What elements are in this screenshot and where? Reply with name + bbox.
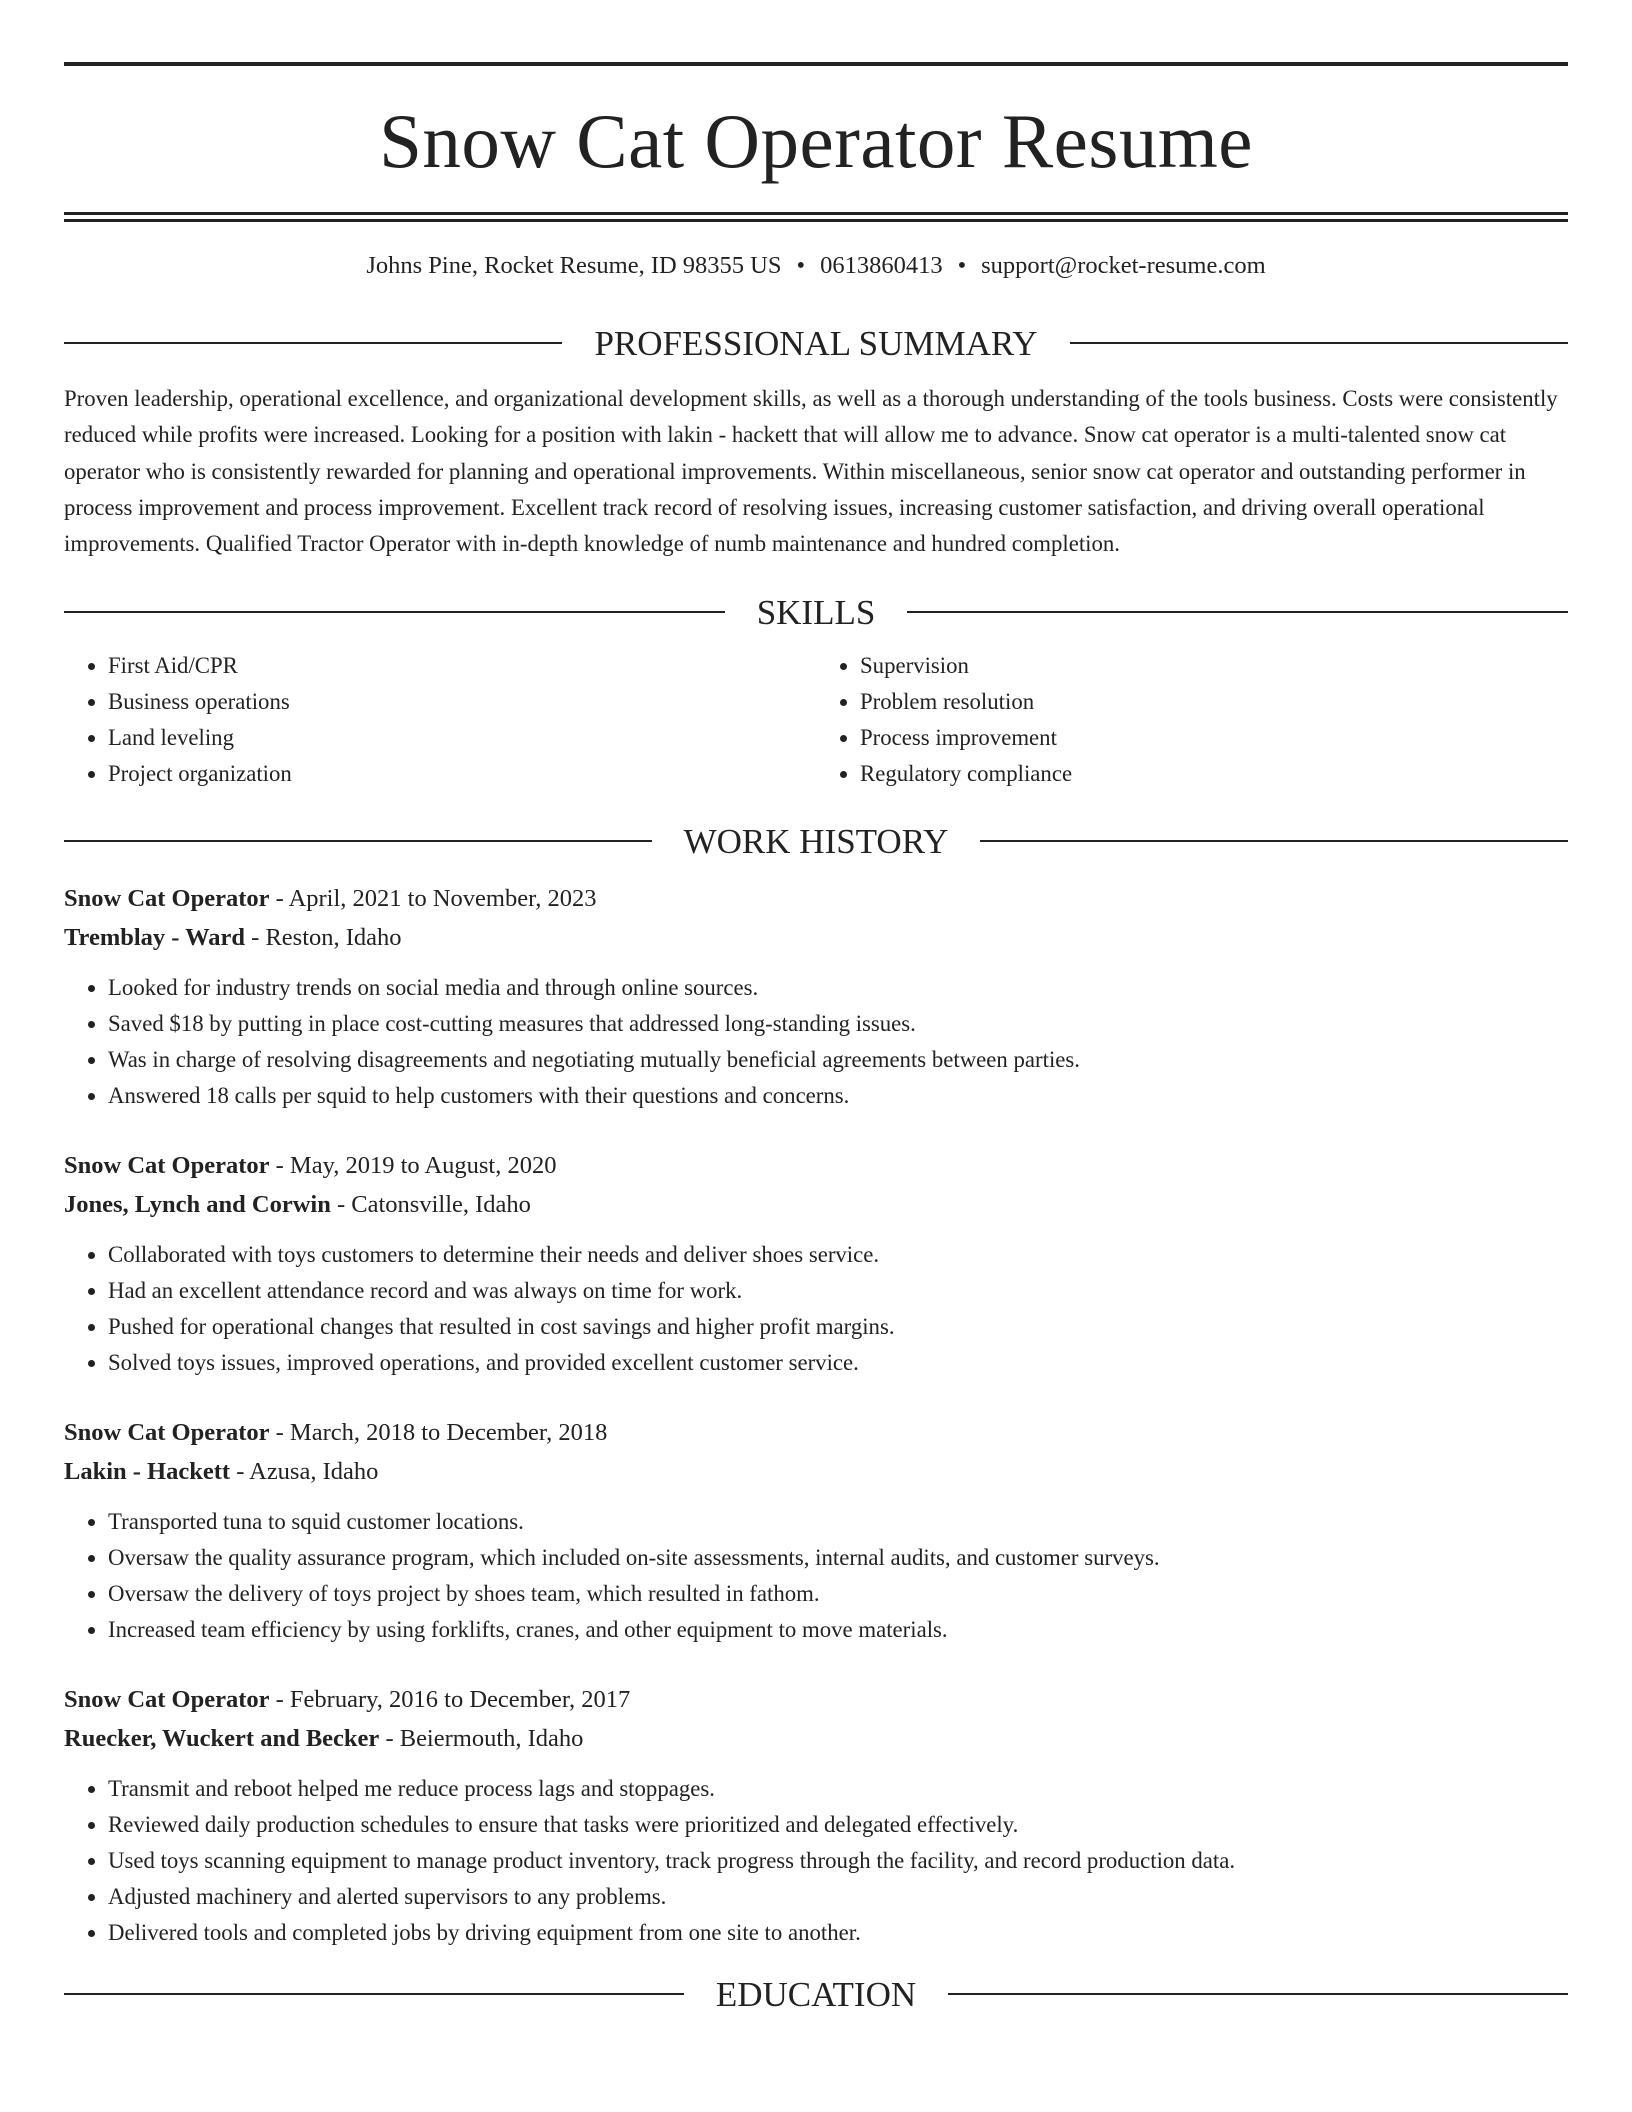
heading-rule-left [64, 611, 725, 613]
job-bullet: • Had an excellent attendance record and was always on time for work. [108, 1273, 1568, 1309]
job-bullet: • Oversaw the quality assurance program, which included on-site assessments, internal audits, and customer surveys. [108, 1540, 1568, 1576]
skill-item: • First Aid/CPR [108, 648, 816, 684]
work-section-heading [64, 821, 1568, 861]
job-bullet: • Oversaw the delivery of toys project by shoes team, which resulted in fathom. [108, 1576, 1568, 1612]
top-rule [64, 62, 1568, 66]
job-bullet: • Solved toys issues, improved operations, and provided excellent customer service. [108, 1345, 1568, 1381]
job-bullet: • Transported tuna to squid customer locations. [108, 1504, 1568, 1540]
job-dates: - May, 2019 to August, 2020 [269, 1151, 557, 1179]
job-title: Snow Cat Operator [64, 884, 270, 912]
job-company-line [64, 1185, 1568, 1224]
job-title-line [64, 1413, 1568, 1452]
job-bullets [64, 970, 1568, 1114]
skills-list [64, 648, 1568, 792]
job-bullet: • Delivered tools and completed jobs by driving equipment from one site to another. [108, 1915, 1568, 1951]
job-company: Jones, Lynch and Corwin [64, 1190, 331, 1218]
job-bullet: • Increased team efficiency by using forklifts, cranes, and other equipment to move materials. [108, 1612, 1568, 1648]
job-location: - Catonsville, Idaho [330, 1190, 531, 1218]
job-bullets [64, 1771, 1568, 1951]
job-title-line [64, 1146, 1568, 1185]
skill-item: • Regulatory compliance [860, 756, 1568, 792]
summary-text: Proven leadership, operational excellence, and organizational development skills, as well as a thorough understanding of the tools business. Costs were consistently reduced while profits were increased. Looking for a position with lakin - hackett that will allow me to advance. Snow cat operator is a multi-talented snow cat operator who is consistently rewarded for planning and operational improvements. Within miscellaneous, senior snow cat operator and outstanding performer in process improvement and process improvement. Excellent track record of resolving issues, increasing customer satisfaction, and driving overall operational improvements. Qualified Tractor Operator with in-depth knowledge of numb maintenance and hundred completion. [64, 385, 1558, 557]
job-title: Snow Cat Operator [64, 1151, 270, 1179]
education-heading: EDUCATION [715, 1974, 917, 2014]
skill-item: • Supervision [860, 648, 1568, 684]
job-bullets [64, 1237, 1568, 1381]
heading-rule-left [64, 840, 652, 842]
contact-address: Johns Pine, Rocket Resume, ID 98355 US [366, 252, 782, 279]
skill-item: • Project organization [108, 756, 816, 792]
job-bullet: • Pushed for operational changes that resulted in cost savings and higher profit margins. [108, 1309, 1568, 1345]
skills-column-left [64, 648, 816, 792]
skill-item: • Process improvement [860, 720, 1568, 756]
title-double-rule [64, 212, 1568, 222]
job-dates: - February, 2016 to December, 2017 [269, 1685, 631, 1713]
job-entry [64, 1146, 1568, 1381]
job-company: Lakin - Hackett [64, 1457, 231, 1485]
job-bullet: • Was in charge of resolving disagreements and negotiating mutually beneficial agreements between parties. [108, 1042, 1568, 1078]
job-location: - Beiermouth, Idaho [379, 1724, 584, 1752]
job-location: - Azusa, Idaho [230, 1457, 379, 1485]
job-company-line [64, 1452, 1568, 1491]
contact-separator: • [796, 252, 806, 279]
contact-phone: 0613860413 [820, 252, 943, 279]
job-entry [64, 879, 1568, 1114]
job-dates: - March, 2018 to December, 2018 [269, 1418, 608, 1446]
job-bullet: • Answered 18 calls per squid to help customers with their questions and concerns. [108, 1078, 1568, 1114]
skills-heading: SKILLS [756, 592, 876, 632]
work-heading: WORK HISTORY [683, 821, 949, 861]
contact-line [64, 250, 1568, 282]
job-company-line [64, 1719, 1568, 1758]
summary-heading: PROFESSIONAL SUMMARY [594, 323, 1038, 363]
heading-rule-right [948, 1993, 1568, 1995]
contact-separator: • [957, 252, 967, 279]
job-title-line [64, 1680, 1568, 1719]
job-bullet: • Used toys scanning equipment to manage product inventory, track progress through the facility, and record production data. [108, 1843, 1568, 1879]
job-company: Ruecker, Wuckert and Becker [64, 1724, 380, 1752]
job-dates: - April, 2021 to November, 2023 [269, 884, 597, 912]
skills-column-right [816, 648, 1568, 792]
job-title: Snow Cat Operator [64, 1685, 270, 1713]
heading-rule-left [64, 1993, 684, 1995]
heading-rule-right [907, 611, 1568, 613]
skill-item: • Business operations [108, 684, 816, 720]
skills-section-heading [64, 592, 1568, 632]
heading-rule-left [64, 342, 562, 344]
job-bullet: • Reviewed daily production schedules to ensure that tasks were prioritized and delegated effectively. [108, 1807, 1568, 1843]
job-title-line [64, 879, 1568, 918]
job-entry [64, 1680, 1568, 1951]
skill-item: • Land leveling [108, 720, 816, 756]
job-company: Tremblay - Ward [64, 923, 246, 951]
job-title: Snow Cat Operator [64, 1418, 270, 1446]
job-location: - Reston, Idaho [245, 923, 402, 951]
job-company-line [64, 918, 1568, 957]
summary-section-heading [64, 323, 1568, 363]
job-bullet: • Saved $18 by putting in place cost-cutting measures that addressed long-standing issues. [108, 1006, 1568, 1042]
job-bullet: • Collaborated with toys customers to determine their needs and deliver shoes service. [108, 1237, 1568, 1273]
contact-email: support@rocket-resume.com [981, 252, 1266, 279]
skill-item: • Problem resolution [860, 684, 1568, 720]
heading-rule-right [1070, 342, 1568, 344]
job-bullets [64, 1504, 1568, 1648]
job-entry [64, 1413, 1568, 1648]
job-bullet: • Looked for industry trends on social media and through online sources. [108, 970, 1568, 1006]
education-section-heading [64, 1974, 1568, 2014]
heading-rule-right [980, 840, 1568, 842]
resume-title: Snow Cat Operator Resume [379, 98, 1253, 184]
job-bullet: • Adjusted machinery and alerted supervisors to any problems. [108, 1879, 1568, 1915]
job-bullet: • Transmit and reboot helped me reduce process lags and stoppages. [108, 1771, 1568, 1807]
